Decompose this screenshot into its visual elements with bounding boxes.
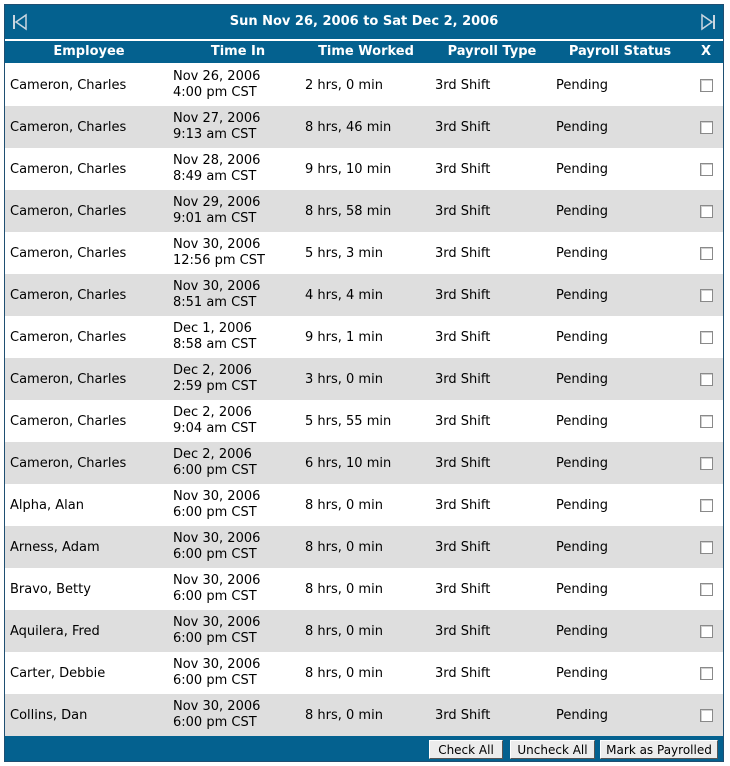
- payroll-type: 3rd Shift: [435, 287, 491, 303]
- row-select-cell: [698, 400, 714, 442]
- row-select-cell: [698, 652, 714, 694]
- table-row: [5, 400, 723, 442]
- time-in-date: Nov 30, 2006: [173, 489, 261, 504]
- time-in-time: 9:04 am CST: [173, 421, 257, 436]
- time-in-time: 6:00 pm CST: [173, 463, 257, 478]
- row-checkbox[interactable]: [700, 289, 713, 302]
- column-header-row: [5, 41, 723, 63]
- row-checkbox[interactable]: [700, 415, 713, 428]
- payroll-type: 3rd Shift: [435, 413, 491, 429]
- time-worked: 8 hrs, 0 min: [305, 581, 383, 597]
- time-worked: 9 hrs, 10 min: [305, 161, 392, 177]
- table-row: [5, 358, 723, 400]
- time-in: [173, 526, 303, 568]
- employee-name: Collins, Dan: [10, 707, 88, 723]
- time-in-date: Nov 30, 2006: [173, 279, 261, 294]
- row-checkbox[interactable]: [700, 709, 713, 722]
- employee-name: Cameron, Charles: [10, 77, 127, 93]
- table-row: [5, 190, 723, 232]
- timesheet-panel: [4, 4, 724, 762]
- time-in: [173, 652, 303, 694]
- time-worked: 8 hrs, 0 min: [305, 665, 383, 681]
- payroll-status: Pending: [556, 371, 608, 387]
- employee-name: Cameron, Charles: [10, 413, 127, 429]
- uncheck-all-button[interactable]: Uncheck All: [510, 740, 595, 759]
- row-checkbox[interactable]: [700, 121, 713, 134]
- row-checkbox[interactable]: [700, 583, 713, 596]
- table-row: [5, 694, 723, 736]
- payroll-status: Pending: [556, 623, 608, 639]
- column-header-payroll-status[interactable]: Payroll Status: [568, 44, 672, 59]
- payroll-type: 3rd Shift: [435, 581, 491, 597]
- row-select-cell: [698, 106, 714, 148]
- payroll-status: Pending: [556, 707, 608, 723]
- row-select-cell: [698, 232, 714, 274]
- time-in-time: 4:00 pm CST: [173, 85, 257, 100]
- employee-name: Cameron, Charles: [10, 119, 127, 135]
- payroll-type: 3rd Shift: [435, 455, 491, 471]
- check-all-button[interactable]: Check All: [429, 740, 503, 759]
- employee-name: Cameron, Charles: [10, 203, 127, 219]
- table-row: [5, 316, 723, 358]
- payroll-status: Pending: [556, 665, 608, 681]
- payroll-type: 3rd Shift: [435, 707, 491, 723]
- time-in: [173, 610, 303, 652]
- payroll-status: Pending: [556, 203, 608, 219]
- time-in-time: 9:01 am CST: [173, 211, 257, 226]
- time-in-time: 8:58 am CST: [173, 337, 257, 352]
- row-checkbox[interactable]: [700, 541, 713, 554]
- row-checkbox[interactable]: [700, 79, 713, 92]
- employee-name: Cameron, Charles: [10, 245, 127, 261]
- payroll-type: 3rd Shift: [435, 371, 491, 387]
- time-in: [173, 358, 303, 400]
- time-worked: 5 hrs, 55 min: [305, 413, 392, 429]
- row-select-cell: [698, 568, 714, 610]
- table-row: [5, 526, 723, 568]
- employee-name: Cameron, Charles: [10, 455, 127, 471]
- payroll-status: Pending: [556, 161, 608, 177]
- next-week-button[interactable]: [699, 13, 717, 31]
- time-worked: 8 hrs, 0 min: [305, 497, 383, 513]
- time-in-date: Nov 30, 2006: [173, 573, 261, 588]
- row-checkbox[interactable]: [700, 625, 713, 638]
- row-select-cell: [698, 484, 714, 526]
- employee-name: Bravo, Betty: [10, 581, 91, 597]
- row-checkbox[interactable]: [700, 373, 713, 386]
- row-checkbox[interactable]: [700, 499, 713, 512]
- time-in: [173, 190, 303, 232]
- time-in-time: 12:56 pm CST: [173, 253, 265, 268]
- time-in-date: Nov 30, 2006: [173, 531, 261, 546]
- employee-name: Aquilera, Fred: [10, 623, 100, 639]
- time-in-time: 6:00 pm CST: [173, 547, 257, 562]
- column-header-employee[interactable]: Employee: [53, 44, 125, 59]
- time-worked: 3 hrs, 0 min: [305, 371, 383, 387]
- time-in-date: Dec 1, 2006: [173, 321, 252, 336]
- time-in: [173, 148, 303, 190]
- row-select-cell: [698, 526, 714, 568]
- time-in: [173, 316, 303, 358]
- time-in: [173, 442, 303, 484]
- payroll-status: Pending: [556, 245, 608, 261]
- table-row: [5, 274, 723, 316]
- payroll-status: Pending: [556, 581, 608, 597]
- time-in-time: 8:51 am CST: [173, 295, 257, 310]
- row-checkbox[interactable]: [700, 667, 713, 680]
- employee-name: Alpha, Alan: [10, 497, 84, 513]
- time-in-date: Nov 28, 2006: [173, 153, 261, 168]
- time-in: [173, 64, 303, 106]
- time-in: [173, 694, 303, 736]
- time-worked: 5 hrs, 3 min: [305, 245, 383, 261]
- time-worked: 8 hrs, 0 min: [305, 623, 383, 639]
- payroll-status: Pending: [556, 455, 608, 471]
- time-in: [173, 274, 303, 316]
- date-range-bar: [5, 5, 723, 39]
- row-select-cell: [698, 316, 714, 358]
- table-row: [5, 64, 723, 106]
- row-checkbox[interactable]: [700, 247, 713, 260]
- time-in: [173, 106, 303, 148]
- payroll-type: 3rd Shift: [435, 77, 491, 93]
- time-in-date: Nov 30, 2006: [173, 699, 261, 714]
- time-in: [173, 568, 303, 610]
- row-select-cell: [698, 358, 714, 400]
- time-in-time: 6:00 pm CST: [173, 505, 257, 520]
- payroll-status: Pending: [556, 539, 608, 555]
- row-checkbox[interactable]: [700, 331, 713, 344]
- time-worked: 8 hrs, 0 min: [305, 539, 383, 555]
- time-in-time: 6:00 pm CST: [173, 715, 257, 730]
- employee-name: Cameron, Charles: [10, 371, 127, 387]
- time-in-time: 6:00 pm CST: [173, 631, 257, 646]
- time-in-time: 6:00 pm CST: [173, 589, 257, 604]
- time-in: [173, 400, 303, 442]
- time-worked: 6 hrs, 10 min: [305, 455, 392, 471]
- payroll-status: Pending: [556, 77, 608, 93]
- time-in-date: Nov 27, 2006: [173, 111, 261, 126]
- table-row: [5, 442, 723, 484]
- column-header-x: X: [700, 44, 712, 59]
- row-checkbox[interactable]: [700, 457, 713, 470]
- time-worked: 9 hrs, 1 min: [305, 329, 383, 345]
- payroll-type: 3rd Shift: [435, 539, 491, 555]
- row-select-cell: [698, 190, 714, 232]
- table-row: [5, 652, 723, 694]
- table-row: [5, 484, 723, 526]
- row-checkbox[interactable]: [700, 205, 713, 218]
- time-worked: 8 hrs, 0 min: [305, 707, 383, 723]
- time-worked: 2 hrs, 0 min: [305, 77, 383, 93]
- time-in-time: 2:59 pm CST: [173, 379, 257, 394]
- payroll-status: Pending: [556, 497, 608, 513]
- row-select-cell: [698, 148, 714, 190]
- payroll-type: 3rd Shift: [435, 665, 491, 681]
- time-in-date: Dec 2, 2006: [173, 363, 252, 378]
- payroll-status: Pending: [556, 329, 608, 345]
- row-select-cell: [698, 442, 714, 484]
- table-row: [5, 232, 723, 274]
- payroll-status: Pending: [556, 287, 608, 303]
- time-in-date: Nov 26, 2006: [173, 69, 261, 84]
- table-row: [5, 148, 723, 190]
- row-select-cell: [698, 694, 714, 736]
- time-in: [173, 484, 303, 526]
- time-in-date: Nov 29, 2006: [173, 195, 261, 210]
- payroll-type: 3rd Shift: [435, 245, 491, 261]
- employee-name: Cameron, Charles: [10, 161, 127, 177]
- row-checkbox[interactable]: [700, 163, 713, 176]
- payroll-type: 3rd Shift: [435, 329, 491, 345]
- employee-name: Arness, Adam: [10, 539, 100, 555]
- time-in-date: Dec 2, 2006: [173, 405, 252, 420]
- time-in: [173, 232, 303, 274]
- table-row: [5, 568, 723, 610]
- time-in-time: 9:13 am CST: [173, 127, 257, 142]
- payroll-type: 3rd Shift: [435, 623, 491, 639]
- action-bar: [5, 736, 723, 761]
- payroll-type: 3rd Shift: [435, 161, 491, 177]
- employee-name: Carter, Debbie: [10, 665, 106, 681]
- employee-name: Cameron, Charles: [10, 329, 127, 345]
- employee-name: Cameron, Charles: [10, 287, 127, 303]
- column-header-payroll-type[interactable]: Payroll Type: [447, 44, 537, 59]
- table-row: [5, 610, 723, 652]
- time-in-date: Dec 2, 2006: [173, 447, 252, 462]
- payroll-type: 3rd Shift: [435, 203, 491, 219]
- table-row: [5, 106, 723, 148]
- row-select-cell: [698, 64, 714, 106]
- column-header-time-worked[interactable]: Time Worked: [318, 44, 414, 59]
- payroll-type: 3rd Shift: [435, 497, 491, 513]
- time-in-time: 8:49 am CST: [173, 169, 257, 184]
- payroll-status: Pending: [556, 413, 608, 429]
- skip-to-end-icon: [699, 13, 717, 31]
- time-worked: 8 hrs, 46 min: [305, 119, 392, 135]
- time-in-date: Nov 30, 2006: [173, 615, 261, 630]
- payroll-status: Pending: [556, 119, 608, 135]
- time-worked: 8 hrs, 58 min: [305, 203, 392, 219]
- timesheet-rows: [5, 64, 723, 736]
- row-select-cell: [698, 610, 714, 652]
- date-range-title: Sun Nov 26, 2006 to Sat Dec 2, 2006: [229, 14, 499, 29]
- row-select-cell: [698, 274, 714, 316]
- column-header-time-in[interactable]: Time In: [210, 44, 266, 59]
- time-worked: 4 hrs, 4 min: [305, 287, 383, 303]
- payroll-type: 3rd Shift: [435, 119, 491, 135]
- time-in-date: Nov 30, 2006: [173, 237, 261, 252]
- time-in-time: 6:00 pm CST: [173, 673, 257, 688]
- time-in-date: Nov 30, 2006: [173, 657, 261, 672]
- mark-as-payrolled-button[interactable]: Mark as Payrolled: [600, 740, 718, 759]
